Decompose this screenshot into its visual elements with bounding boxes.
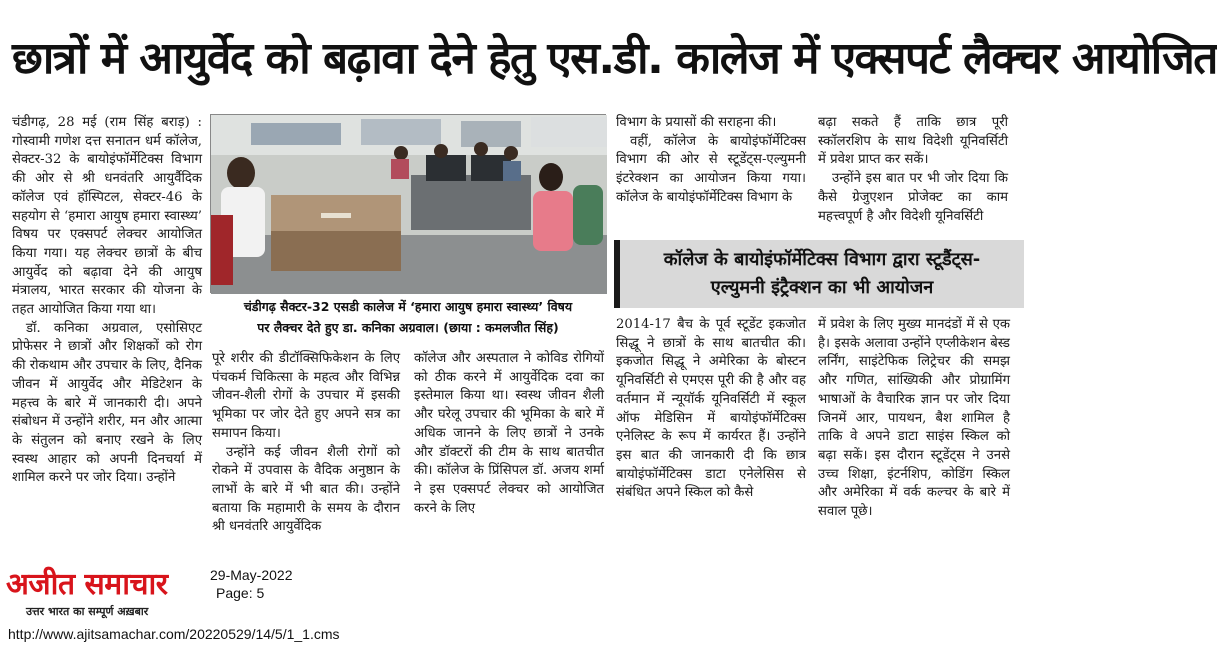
caption-line-2: पर लैक्चर देते हुए डा. कनिका अग्रवाल। (छाया : कमलजीत सिंह) [257,320,559,335]
article-column-3 [414,350,604,550]
article-column-4-top [616,114,806,234]
caption-line-1: चंडीगढ़ सैक्टर-32 एसडी कालेज में ‘हमारा आयुष हमारा स्वास्थ्य’ विषय [243,299,573,314]
paragraph: बढ़ा सकते हैं ताकि छात्र पूरी स्कॉलरशिप के साथ विदेशी यूनिवर्सिटी में प्रवेश प्राप्त कर सकें। [818,115,1008,168]
logo-name: अजीत समाचार [6,567,168,602]
paragraph: 2014-17 बैच के पूर्व स्टूडेंट इकजोत सिद्धू ने छात्रों के साथ बातचीत की। इकजोत सिद्धू ने अमेरिका के बोस्टन यूनिवर्सिटी से एमएस पूरी की है और वह वर्तमान में न्यूयॉर्क यूनिवर्सिटी में स्कूल ऑफ मेडिसिन में बायोइंफॉर्मेटिक्स एनेलिस्ट के रूप में कार्यरत हैं। उन्होंने इस बात की जानकारी दी कि छात्र बायोइंफॉर्मेटिक्स डाटा एनेलेसिस से संबंधित अपने स्किल को कैसे [616,317,806,501]
article-column-5-bottom [818,316,1010,552]
paragraph: कॉलेज और अस्पताल ने कोविड रोगियों को ठीक करने में आयुर्वेदिक दवा का इस्तेमाल किया था। स्वस्थ जीवन शैली और घरेलू उपचार की भूमिका के बारे में अधिक जानने के लिए छात्रों ने उनके और डॉक्टरों की टीम के साथ बातचीत की। कॉलेज के प्रिंसिपल डॉ. अजय शर्मा ने इस एक्सपर्ट लेक्चर को आयोजित करने के लिए [414,351,604,516]
page-number: Page: 5 [216,585,265,601]
paragraph: डॉ. कनिका अग्रवाल, एसोसिएट प्रोफेसर ने छात्रों और शिक्षकों को रोग की रोकथाम और उपचार के लिए, दैनिक जीवन में आयुर्वेद और मेडिटेशन के महत्त्व के बारे में जानकारी दी। अपने संबोधन में उन्होंने शरीर, मन और आत्मा के संतुलन को बनाए रखने के लिए स्वस्थ आहार को अपनी दिनचर्या में शामिल करने पर जोर दिया। उन्होंने [12,320,202,486]
article-column-5-top [818,114,1008,234]
paragraph-text: गोस्वामी गणेश दत्त सनातन धर्म कॉलेज, सेक्टर-32 के बायोइंफॉर्मेटिक्स विभाग की ओर से श्री धनवंतरि आयुर्वैदिक कॉलेज एवं हॉस्पिटल, सेक्टर-46 के सहयोग से ‘हमारा आयुष हमारा स्वास्थ्य’ विषय पर एक्सपर्ट लेक्चर आयोजित किया गया। यह लेक्चर छात्रों के बीच आयुर्वेद को बढ़ावा देने की आयुष मंत्रालय, भारत सरकार की योजना के तहत आयोजित किया गया था। [12,133,202,318]
logo-tagline: उत्तर भारत का सम्पूर्ण अख़बार [26,605,149,618]
source-url[interactable]: http://www.ajitsamachar.com/20220529/14/5/1_1.cms [8,626,340,642]
photo-caption [210,296,606,340]
article-column-1 [12,114,202,554]
edition-meta [210,566,293,602]
subheading-line-1: कॉलेज के बायोइंफॉर्मेटिक्स विभाग द्वारा स्टूडैंट्स- [663,249,981,270]
headline: छात्रों में आयुर्वेद को बढ़ावा देने हेतु एस.डी. कालेज में एक्सपर्ट लैक्चर आयोजित [12,33,1217,84]
subheading-box [614,240,1024,308]
article-column-2 [212,350,400,550]
edition-date: 29-May-2022 [210,567,293,583]
news-photo [210,114,606,293]
subheading-line-2: एल्युमनी इंट्रैक्शन का भी आयोजन [710,277,934,298]
classroom-photo [211,115,607,294]
paragraph: उन्होंने कई जीवन शैली रोगों को रोकने में उपवास के वैदिक अनुष्ठान के लाभों के बारे में भी बात की। उन्होंने बताया कि महामारी के समय के दौरान श्री धनवंतरि आयुर्वेदिक [212,444,400,535]
paragraph [12,114,202,320]
paragraph: में प्रवेश के लिए मुख्य मानदंडों में से एक है। इसके अलावा उन्होंने एप्लीकेशन बेस्ड लर्निंग, साइंटेफिक लिट्रेचर की समझ और गणित, सांख्यिकी और प्रोग्रामिंग भाषाओं के वैचारिक ज्ञान पर जोर दिया जिनमें आर, पायथन, बैश शामिल है ताकि वे अपने डाटा साइंस स्किल को बढ़ा सकें। इस दौरान स्टूडेंट्स ने उनसे उच्च शिक्षा, इंटर्नशिप, कोडिंग स्किल और अमेरिका में वर्क कल्चर के बारे में सवाल पूछे। [818,317,1010,520]
article-column-4-bottom [616,316,806,552]
paragraph: विभाग के प्रयासों की सराहना की। [616,115,777,130]
paragraph: उन्होंने इस बात पर भी जोर दिया कि कैसे ग्रेजुएशन प्रोजेक्ट का काम महत्त्वपूर्ण है और विदेशी यूनिवर्सिटी [818,171,1008,224]
paragraph: पूरे शरीर की डीटॉक्सिफिकेशन के लिए पंचकर्म चिकित्सा के महत्व और विभिन्न जीवन-शैली रोगों के उपचार में इसकी भूमिका पर जोर देते हुए अपने सत्र का समापन किया। [212,351,400,441]
dateline: चंडीगढ़, 28 मई (राम सिंह बराड़) : [12,115,202,130]
paragraph: वहीं, कॉलेज के बायोइंफॉर्मेटिक्स विभाग की ओर से स्टूडेंट्स-एल्युमनी इंटरेक्शन का आयोजन किया गया। कॉलेज के बायोइंफॉर्मेटिक्स विभाग के [616,133,806,205]
newspaper-logo [6,562,202,622]
